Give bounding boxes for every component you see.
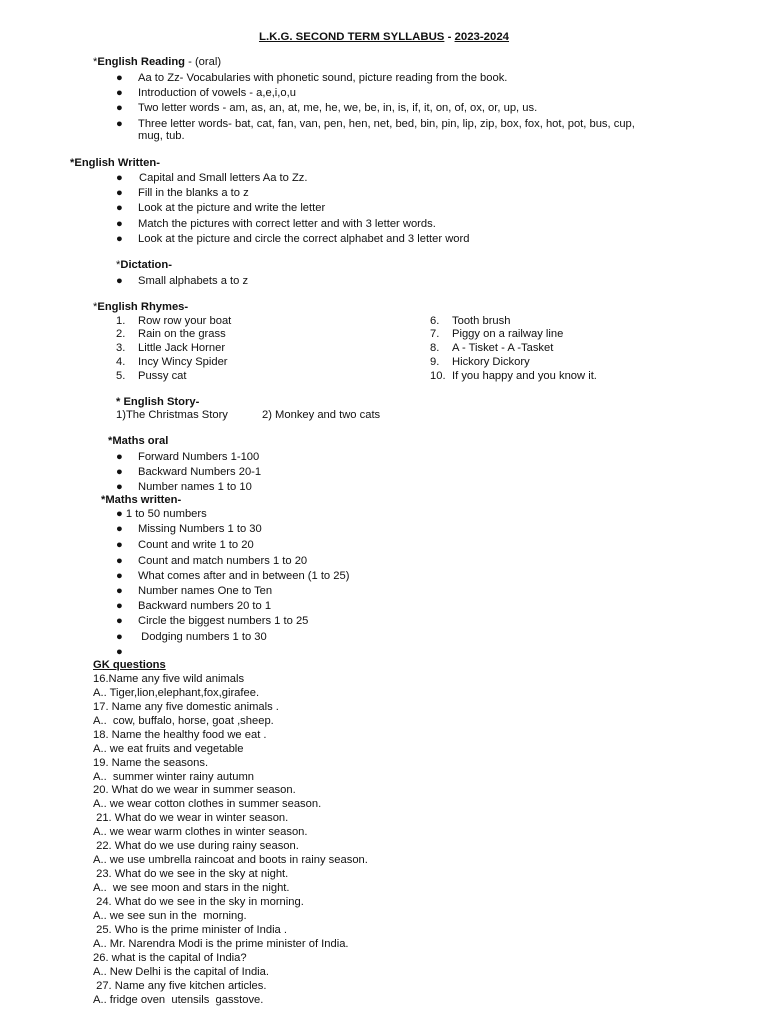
rhyme-item: 10. If you happy and you know it. (430, 370, 597, 382)
english-reading-heading: *English Reading - (oral) (93, 56, 222, 68)
gk-line: 19. Name the seasons. (93, 757, 209, 769)
story-item: 2) Monkey and two cats (262, 409, 381, 421)
page-title (0, 31, 768, 44)
gk-line: A.. we wear cotton clothes in summer season. (93, 798, 322, 810)
list-item-continuation: mug, tub. (138, 130, 185, 142)
gk-line: 27. Name any five kitchen articles. (93, 980, 267, 992)
gk-line: 20. What do we wear in summer season. (93, 784, 296, 796)
gk-line: A.. we see sun in the morning. (93, 910, 247, 922)
gk-line: A.. New Delhi is the capital of India. (93, 966, 269, 978)
gk-line: 22. What do we use during rainy season. (93, 840, 299, 852)
maths-written-heading: *Maths written- (101, 494, 182, 506)
rhyme-item: 6. Tooth brush (430, 315, 511, 327)
gk-line: 25. Who is the prime minister of India . (93, 924, 287, 936)
title-main: L.K.G. SECOND TERM SYLLABUS (258, 31, 445, 43)
gk-line: 21. What do we wear in winter season. (93, 812, 289, 824)
rhyme-item: 5. Pussy cat (116, 370, 187, 382)
rhyme-item: 8. A - Tisket - A -Tasket (430, 342, 554, 354)
dictation-heading: *Dictation- (116, 259, 172, 271)
gk-line: A.. Mr. Narendra Modi is the prime minister of India. (93, 938, 349, 950)
gk-line: 18. Name the healthy food we eat . (93, 729, 267, 741)
gk-line: 24. What do we see in the sky in morning. (93, 896, 304, 908)
gk-line: 23. What do we see in the sky at night. (93, 868, 289, 880)
rhyme-item: 9. Hickory Dickory (430, 356, 530, 368)
english-written-heading: *English Written- (70, 157, 160, 169)
gk-line: 16.Name any five wild animals (93, 673, 245, 685)
rhyme-item: 7. Piggy on a railway line (430, 328, 564, 340)
gk-line: A.. we use umbrella raincoat and boots in rainy season. (93, 854, 368, 866)
gk-line: A.. we eat fruits and vegetable (93, 743, 244, 755)
english-story-heading: * English Story- (116, 396, 200, 408)
gk-line: A.. Tiger,lion,elephant,fox,girafee. (93, 687, 260, 699)
story-item: 1)The Christmas Story (116, 409, 228, 421)
title-sep: - (444, 31, 455, 43)
maths-oral-heading: *Maths oral (108, 435, 169, 447)
rhyme-item: 1. Row row your boat (116, 315, 232, 327)
gk-heading: GK questions (93, 659, 166, 671)
gk-line: A.. we see moon and stars in the night. (93, 882, 290, 894)
gk-line: A.. fridge oven utensils gasstove. (93, 994, 264, 1006)
gk-line: 17. Name any five domestic animals . (93, 701, 279, 713)
gk-line: A.. summer winter rainy autumn (93, 771, 255, 783)
rhyme-item: 4. Incy Wincy Spider (116, 356, 228, 368)
list-item: ● 1 to 50 numbers (116, 508, 207, 520)
title-year: 2023-2024 (454, 31, 510, 43)
rhyme-item: 3. Little Jack Horner (116, 342, 226, 354)
english-rhymes-heading: *English Rhymes- (93, 301, 189, 313)
rhyme-item: 2. Rain on the grass (116, 328, 226, 340)
gk-line: A.. cow, buffalo, horse, goat ,sheep. (93, 715, 274, 727)
gk-line: A.. we wear warm clothes in winter season. (93, 826, 308, 838)
gk-line: 26. what is the capital of India? (93, 952, 247, 964)
